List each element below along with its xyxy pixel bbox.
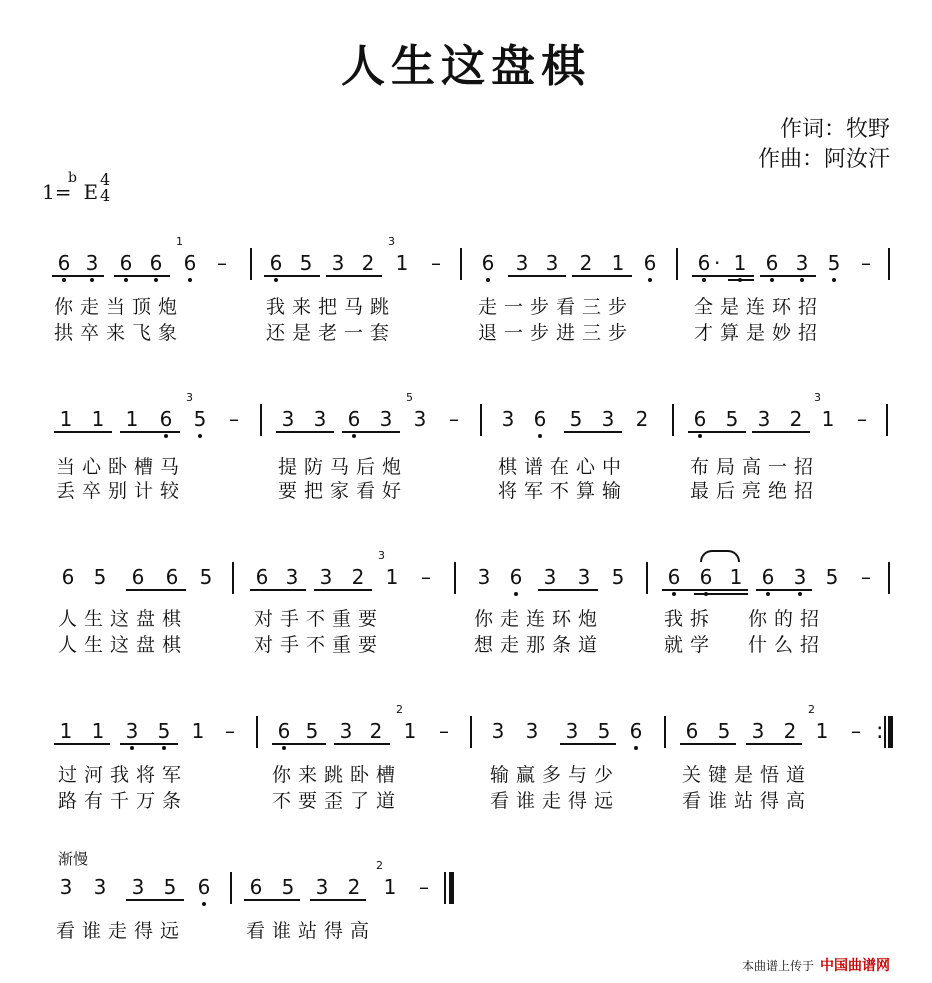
note: 3 — [757, 407, 771, 431]
lyric-phrase: 路有千万条 — [58, 790, 189, 812]
tempo-marking: 渐慢 — [58, 850, 89, 868]
lyric-phrase: 拱卒来飞象 — [54, 322, 185, 344]
lyric-line — [0, 604, 932, 630]
notation-row-1: 6 3 6 6 1 6 – 6 5 3 2 3 1 – 6 3 3 2 1 6 6 · 1 6 3 5 – — [0, 248, 932, 278]
notation-row-3 — [0, 549, 932, 592]
lyric-phrase: 输赢多与少 — [490, 764, 621, 786]
lyric-line — [0, 786, 932, 812]
source-footer — [742, 955, 890, 975]
lyric-phrase: 你的招 — [748, 608, 827, 630]
key-prefix: 1= — [42, 180, 72, 204]
note: 3 — [543, 565, 557, 589]
dash: – — [225, 719, 235, 743]
note: 6 — [622, 716, 650, 746]
lyric-phrase: 什么招 — [748, 634, 827, 656]
lyric-phrase: 关键是悟道 — [682, 764, 813, 786]
lyric-line — [0, 760, 932, 786]
note: 6 — [131, 565, 145, 589]
note: 3 — [515, 251, 529, 275]
lyric-phrase: 过河我将军 — [58, 764, 189, 786]
lyric-line — [0, 630, 932, 656]
note: 3 — [525, 719, 539, 743]
note: 5 — [597, 719, 611, 743]
note: 6 — [502, 562, 530, 592]
note: 6 — [112, 248, 140, 278]
note: 3 — [379, 407, 393, 431]
time-sig-bottom: 4 — [100, 186, 111, 205]
note: 6 — [61, 565, 75, 589]
note: 5 — [611, 565, 625, 589]
lyric-phrase: 看谁站得高 — [682, 790, 813, 812]
note: 2 — [579, 251, 593, 275]
note: 1 — [91, 407, 105, 431]
dash: – — [431, 251, 441, 275]
note: 2 — [361, 251, 375, 275]
repeat-sign: : — [876, 719, 884, 744]
lyric-phrase: 走一步看三步 — [478, 296, 635, 318]
note: 6 — [474, 248, 502, 278]
lyric-phrase: 全是连环招 — [694, 296, 825, 318]
lyric-phrase: 就学 — [664, 634, 717, 656]
dash: – — [439, 719, 449, 743]
note: 6 — [270, 716, 298, 746]
note: 5 — [199, 565, 213, 589]
notation-row-2 — [0, 391, 932, 434]
note: 5 — [725, 407, 739, 431]
time-signature — [100, 172, 110, 204]
lyric-phrase: 对手不重要 — [254, 634, 385, 656]
note: 3 — [501, 407, 515, 431]
lyric-line — [0, 916, 932, 942]
note: 6 — [262, 248, 290, 278]
note: 6 — [690, 248, 718, 278]
note: 5 3 — [406, 391, 427, 431]
grace-note: 1 — [176, 235, 183, 248]
lyric-phrase: 你走连环炮 — [474, 608, 605, 630]
note: 6 — [692, 562, 720, 592]
note: 3 — [313, 407, 327, 431]
note: 5 — [569, 407, 583, 431]
lyric-phrase: 看谁站得高 — [246, 920, 377, 942]
note: 3 — [118, 716, 146, 746]
note: 3 — [331, 251, 345, 275]
note: 6 — [660, 562, 688, 592]
note: 6 — [526, 404, 554, 434]
dash: – — [861, 565, 871, 589]
note: 1 6 — [176, 248, 204, 278]
lyric-phrase: 不要歪了道 — [272, 790, 403, 812]
note: 2 — [347, 875, 361, 899]
note: 1 — [191, 719, 205, 743]
lyric-phrase: 退一步进三步 — [478, 322, 635, 344]
note: 6 — [340, 404, 368, 434]
note: 6 — [142, 248, 170, 278]
note: 3 — [78, 248, 106, 278]
note: 5 — [820, 248, 848, 278]
lyric-phrase: 才算是妙招 — [694, 322, 825, 344]
grace-note: 3 — [378, 549, 385, 562]
dash: – — [229, 407, 239, 431]
grace-note: 2 — [808, 703, 815, 716]
dash: – — [217, 251, 227, 275]
note: 1 — [125, 407, 139, 431]
grace-note: 2 — [376, 859, 383, 872]
lyric-phrase: 我来把马跳 — [266, 296, 397, 318]
site-logo[interactable]: 中国曲谱网 — [820, 958, 890, 974]
dash: – — [421, 565, 431, 589]
note: 5 — [305, 719, 319, 743]
lyric-phrase: 你来跳卧槽 — [272, 764, 403, 786]
flat-sign: b — [68, 170, 77, 186]
note: 2 — [635, 407, 649, 431]
lyric-line — [0, 452, 932, 478]
key-signature — [42, 170, 111, 205]
note: 6 — [152, 404, 180, 434]
note: 3 — [786, 562, 814, 592]
page-title: 人生这盘棋 — [341, 41, 591, 92]
note: 3 — [491, 719, 505, 743]
notation-row-4 — [0, 703, 932, 746]
note: 6 — [686, 404, 714, 434]
note: 2 — [369, 719, 383, 743]
dash: – — [861, 251, 871, 275]
lyric-line — [0, 318, 932, 344]
note: 6 — [255, 565, 269, 589]
grace-note: 2 — [396, 703, 403, 716]
note: 3 — [601, 407, 615, 431]
lyric-phrase: 布局高一招 — [690, 456, 821, 478]
note: 5 — [150, 716, 178, 746]
note: 2 1 — [396, 703, 417, 743]
grace-note: 3 — [814, 391, 821, 404]
note: 3 — [281, 407, 295, 431]
lyric-phrase: 将军不算输 — [498, 480, 629, 502]
note: 5 — [163, 875, 177, 899]
lyric-phrase: 最后亮绝招 — [690, 480, 821, 502]
note: 3 — [131, 875, 145, 899]
note: 3 1 — [378, 549, 399, 589]
note: 3 — [751, 719, 765, 743]
dash: – — [419, 875, 429, 899]
note: 3 — [788, 248, 816, 278]
grace-note: 3 — [186, 391, 193, 404]
note: 3 — [285, 565, 299, 589]
lyric-phrase: 想走那条道 — [474, 634, 605, 656]
note: 1 — [59, 407, 73, 431]
note: 1 — [59, 719, 73, 743]
lyric-phrase: 还是老一套 — [266, 322, 397, 344]
grace-note: 3 — [388, 235, 395, 248]
lyric-phrase: 要把家看好 — [278, 480, 409, 502]
key-note: E — [83, 180, 99, 204]
lyric-phrase: 你走当顶炮 — [54, 296, 185, 318]
note: 5 — [93, 565, 107, 589]
note: 6 — [50, 248, 78, 278]
note: 1 — [91, 719, 105, 743]
note: 2 1 — [376, 859, 397, 899]
note: 3 — [339, 719, 353, 743]
note: 5 — [825, 565, 839, 589]
note: 5 — [717, 719, 731, 743]
dash: – — [857, 407, 867, 431]
note: 1 — [611, 251, 625, 275]
note: 3 — [93, 875, 107, 899]
note: 2 — [783, 719, 797, 743]
grace-note: 5 — [406, 391, 413, 404]
note: 3 — [565, 719, 579, 743]
note: 6 — [685, 719, 699, 743]
lyric-phrase: 看谁走得远 — [490, 790, 621, 812]
note: 6 — [636, 248, 664, 278]
lyric-phrase: 我拆 — [664, 608, 717, 630]
lyric-phrase: 丢卒别计较 — [56, 480, 187, 502]
note: 3 — [477, 565, 491, 589]
lyric-phrase: 当心卧槽马 — [56, 456, 187, 478]
note: 2 1 — [808, 703, 829, 743]
note: 3 — [545, 251, 559, 275]
note: 3 — [315, 875, 329, 899]
time-sig-top: 4 — [100, 170, 111, 189]
note: 3 1 — [814, 391, 835, 431]
composer-credit: 作曲：阿汝汗 — [757, 147, 890, 172]
note: 6 — [249, 875, 263, 899]
lyric-phrase: 棋谱在心中 — [498, 456, 629, 478]
note: 3 5 — [186, 404, 214, 434]
note: 2 — [351, 565, 365, 589]
note: 5 — [299, 251, 313, 275]
lyricist-credit: 作词：牧野 — [779, 117, 890, 142]
note: 6 — [190, 872, 218, 902]
note: 3 — [319, 565, 333, 589]
lyric-line — [0, 476, 932, 502]
lyric-phrase: 人生这盘棋 — [58, 608, 189, 630]
note: 2 — [789, 407, 803, 431]
note: 3 1 — [388, 235, 409, 275]
note: 3 — [577, 565, 591, 589]
lyric-phrase: 对手不重要 — [254, 608, 385, 630]
lyric-phrase: 人生这盘棋 — [58, 634, 189, 656]
dash: – — [851, 719, 861, 743]
dash: – — [449, 407, 459, 431]
footer-text: 本曲谱上传于 — [741, 958, 814, 973]
lyric-line — [0, 292, 932, 318]
note: 6 — [754, 562, 782, 592]
note: 5 — [281, 875, 295, 899]
lyric-phrase: 提防马后炮 — [278, 456, 409, 478]
note: 3 — [59, 875, 73, 899]
note: 6 — [758, 248, 786, 278]
note: 1 — [729, 565, 743, 589]
note: 6 — [165, 565, 179, 589]
lyric-phrase: 看谁走得远 — [56, 920, 187, 942]
note: 1 — [726, 248, 754, 278]
